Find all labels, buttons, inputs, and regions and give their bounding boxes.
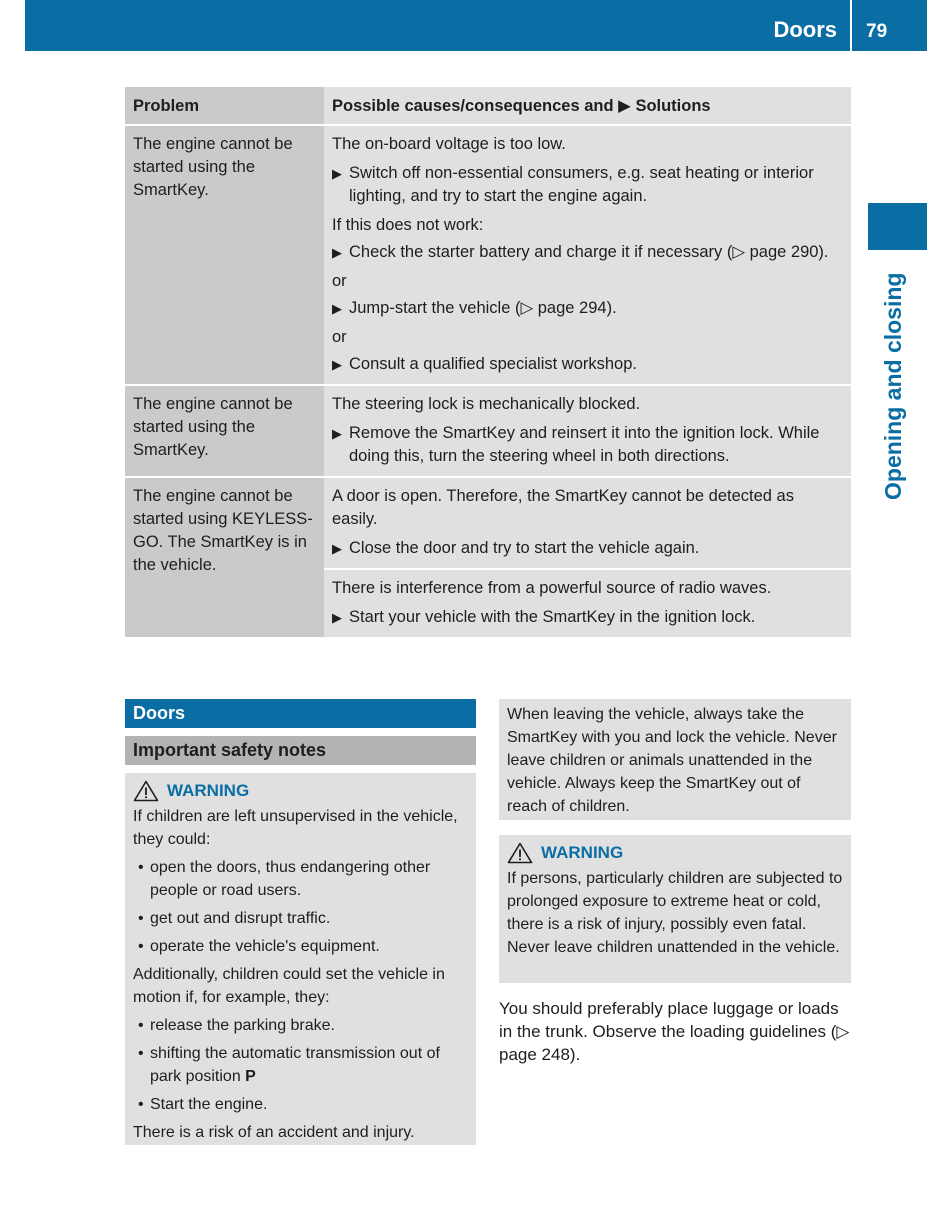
triangle-right-icon: ▶ [332, 357, 342, 372]
list-item: • shifting the automatic transmission out of park position P [133, 1042, 468, 1088]
list-item: • operate the vehicle's equipment. [133, 935, 468, 958]
or-text: or [332, 272, 347, 290]
triangle-right-icon: ▶ [618, 97, 631, 115]
solution-step: ▶ Jump-start the vehicle (▷ page 294). [332, 297, 843, 320]
warning-text: If children are left unsupervised in the vehicle, they could: [133, 808, 458, 848]
troubleshooting-table [125, 87, 851, 637]
column-header-solutions-b: Solutions [635, 97, 711, 115]
side-tab-label: Opening and closing [880, 272, 906, 500]
problem-cell: The engine cannot be started using the SmartKey. [125, 385, 324, 477]
cause-text: There is interference from a powerful source of radio waves. [332, 579, 772, 597]
solution-cell [324, 385, 851, 477]
table-row [125, 125, 851, 385]
cause-text: The steering lock is mechanically blocked. [332, 395, 641, 413]
table-header-row [125, 87, 851, 125]
page-number: 79 [866, 21, 888, 42]
luggage-paragraph: You should preferably place luggage or loads in the trunk. Observe the loading guidelines (▷ page 248). [499, 999, 850, 1064]
table-row [125, 385, 851, 477]
warning-continued-box [499, 699, 851, 820]
problem-cell: The engine cannot be started using KEYLESS-GO. The SmartKey is in the vehicle. [125, 477, 324, 637]
triangle-right-icon: ▶ [332, 541, 342, 556]
solution-step: ▶ Consult a qualified specialist workshop. [332, 353, 843, 376]
list-item: • release the parking brake. [133, 1014, 468, 1037]
solution-step: ▶ Close the door and try to start the vehicle again. [332, 537, 843, 560]
side-tab-marker [868, 203, 927, 250]
warning-title: WARNING [133, 779, 468, 802]
section-heading: Doors [125, 699, 476, 728]
subsection-heading: Important safety notes [125, 736, 476, 765]
warning-text: When leaving the vehicle, always take the SmartKey with you and lock the vehicle. Never leave children or animals unattended in the vehicle. Always keep the SmartKey out of reach of children. [507, 706, 837, 815]
warning-box [499, 835, 851, 983]
warning-text: Additionally, children could set the vehicle in motion if, for example, they: [133, 966, 445, 1006]
triangle-right-icon: ▶ [332, 245, 342, 260]
solution-step: ▶ Switch off non-essential consumers, e.g. seat heating or interior lighting, and try to start the engine again. [332, 164, 814, 205]
list-item: • get out and disrupt traffic. [133, 907, 468, 930]
solution-step: ▶ Remove the SmartKey and reinsert it into the ignition lock. While doing this, turn the steering wheel in both directions. [332, 424, 820, 465]
solution-cell [324, 569, 851, 637]
warning-box [125, 773, 476, 1145]
or-text: or [332, 328, 347, 346]
column-header-solutions-a: Possible causes/consequences and [332, 97, 614, 115]
column-header-problem: Problem [125, 87, 324, 125]
warning-text: If persons, particularly children are subjected to prolonged exposure to extreme heat or cold, there is a risk of injury, possibly even fatal. Never leave children unattended in the vehicle. [507, 870, 843, 956]
column-header-solutions [324, 87, 851, 125]
warning-text: There is a risk of an accident and injury. [133, 1124, 415, 1141]
list-item: • open the doors, thus endangering other people or road users. [133, 856, 468, 902]
solution-cell [324, 125, 851, 385]
triangle-right-icon: ▶ [332, 426, 342, 441]
triangle-right-icon: ▶ [332, 166, 342, 181]
solution-cell [324, 477, 851, 569]
warning-title: WARNING [507, 841, 843, 864]
list-item: • Start the engine. [133, 1093, 468, 1116]
if-not-text: If this does not work: [332, 216, 484, 234]
triangle-right-icon: ▶ [332, 301, 342, 316]
warning-triangle-icon [133, 780, 159, 802]
table-row [125, 477, 851, 569]
solution-step: ▶ Check the starter battery and charge it if necessary (▷ page 290). [332, 241, 843, 264]
solution-step: ▶ Start your vehicle with the SmartKey in the ignition lock. [332, 606, 843, 629]
page-title: Doors [773, 17, 837, 42]
header-divider [850, 0, 852, 51]
triangle-right-icon: ▶ [332, 610, 342, 625]
cause-text: A door is open. Therefore, the SmartKey cannot be detected as easily. [332, 487, 794, 528]
warning-triangle-icon [507, 842, 533, 864]
cause-text: The on-board voltage is too low. [332, 135, 566, 153]
problem-cell: The engine cannot be started using the SmartKey. [125, 125, 324, 385]
